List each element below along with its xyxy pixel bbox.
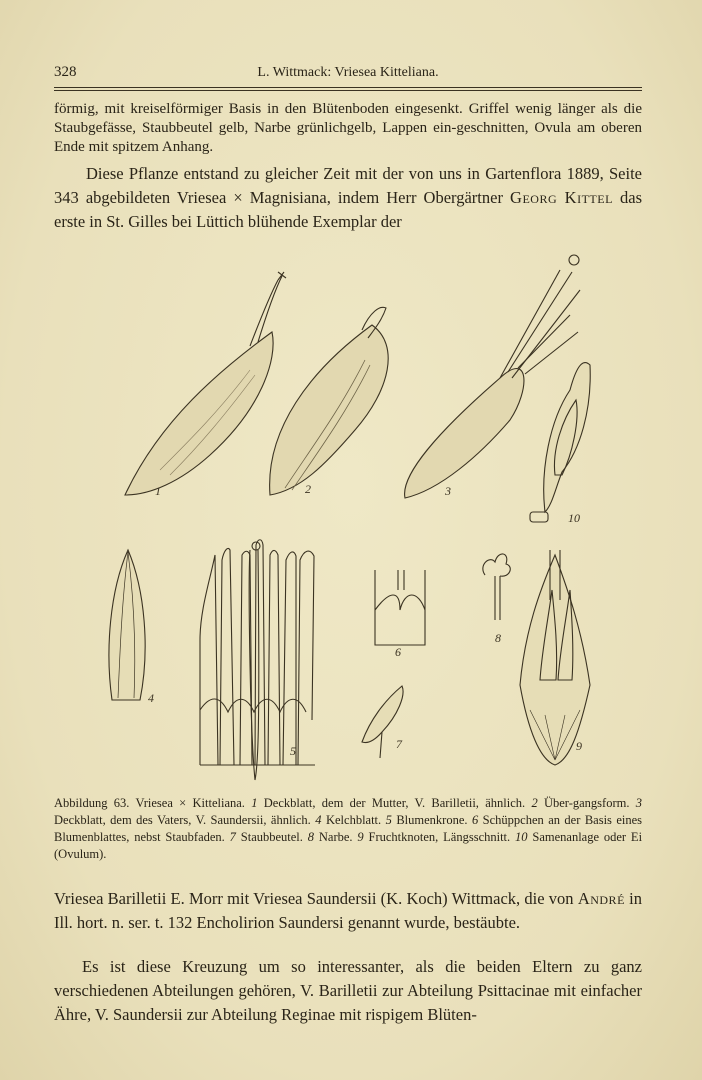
caption-item: 2 Über-gangsform.: [531, 796, 630, 810]
figure-label-1: 1: [155, 484, 161, 498]
caption-lead: Abbildung 63. Vriesea × Kitteliana.: [54, 796, 245, 810]
corolla-5-drawing: [200, 540, 315, 780]
header-rule-second: [54, 90, 642, 91]
figure-label-7: 7: [396, 737, 402, 751]
caption-item: 4 Kelchblatt.: [315, 813, 382, 827]
person-name-andre: André: [577, 889, 625, 908]
figure-label-3: 3: [445, 484, 451, 498]
caption-item: 3 Deckblatt, dem des Vaters, V. Saundersii, ähnlich.: [54, 796, 643, 827]
figure-caption: [54, 795, 642, 863]
paragraph-crossing: Es ist diese Kreuzung um so interessanter, als die beiden Eltern zu ganz verschiedenen Abteilungen gehören, V. Barilletii zur Abteilung Psittacinae mit einfacher Ähre, V. Saundersii zur Abteilung Reginae mit rispigem Blüten-: [54, 957, 642, 1024]
running-header: [54, 64, 642, 86]
illustration-drawing: [100, 250, 620, 790]
running-title: L. Wittmack: Vriesea Kitteliana.: [257, 65, 439, 80]
figure-label-9: 9: [576, 739, 582, 753]
paragraph-continuation: förmig, mit kreiselförmiger Basis in den Blütenboden eingesenkt. Griffel wenig länger als die Staubgefässe, Staubbeutel gelb, Narbe grünlichgelb, Lappen ein-geschnitten, Ovula am oberen Ende mit spitzem Anhang.: [54, 101, 642, 155]
anther-7-drawing: [362, 686, 403, 743]
bract-3-drawing: [405, 369, 524, 498]
caption-item: 8 Narbe.: [307, 830, 353, 844]
figure-label-2: 2: [305, 482, 311, 496]
figure-label-6: 6: [395, 645, 401, 659]
sepal-4-drawing: [109, 550, 145, 700]
ovule-10-drawing: [544, 363, 590, 512]
person-name-kittel: Georg Kittel: [510, 188, 613, 207]
stigma-8-drawing: [483, 554, 510, 576]
paragraph-origin: [54, 162, 642, 234]
figure-label-4: 4: [148, 691, 154, 705]
paragraph-parents: [54, 887, 642, 935]
caption-item: 10 Samenanlage oder Ei (Ovulum).: [54, 830, 643, 861]
botanical-illustration: [100, 250, 620, 790]
caption-item: 6 Schüppchen an der Basis eines Blumenblattes, nebst Staubfaden.: [54, 813, 643, 844]
figure-label-5: 5: [290, 744, 296, 758]
paragraph-parents-text-2: in Ill. hort. n. ser. t. 132 Encholirion Saundersi genannt wurde, bestäubte.: [54, 889, 642, 932]
caption-item: 5 Blumenkrone.: [385, 813, 468, 827]
paragraph-parents-text-1: Vriesea Barilletii E. Morr mit Vriesea Saundersii (K. Koch) Wittmack, die von: [54, 889, 574, 908]
caption-item: 1 Deckblatt, dem der Mutter, V. Barilletii, ähnlich.: [251, 796, 526, 810]
caption-item: 7 Staubbeutel.: [229, 830, 303, 844]
figure-label-8: 8: [495, 631, 501, 645]
figure-label-10: 10: [568, 511, 580, 525]
bract-1-drawing: [125, 332, 273, 495]
page-number: 328: [54, 64, 77, 80]
caption-item: 9 Fruchtknoten, Längsschnitt.: [357, 830, 511, 844]
paragraph-origin-text-2: das erste in St. Gilles bei Lüttich blühende Exemplar der: [54, 188, 642, 231]
bract-2-drawing: [270, 325, 389, 495]
header-rule: [54, 87, 642, 88]
paragraph-origin-text-1: Diese Pflanze entstand zu gleicher Zeit mit der von uns in Gartenflora 1889, Seite 343 abgebildeten Vriesea × Magnisiana, indem Herr Obergärtner: [54, 164, 642, 207]
ovary-9-drawing: [520, 555, 590, 765]
